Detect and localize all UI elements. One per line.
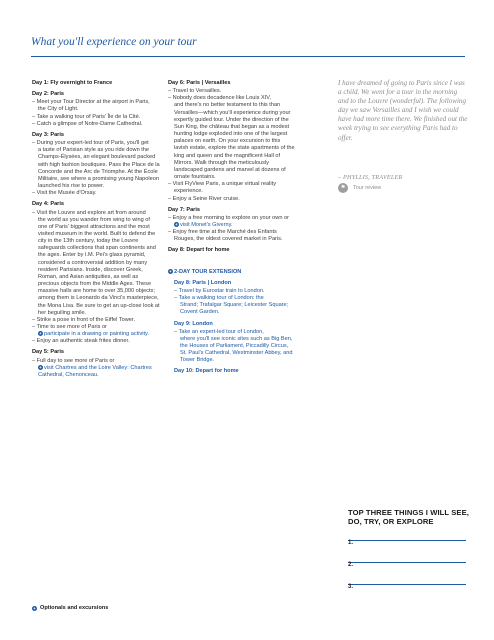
line-continuation: where you'll see iconic sites such as Big Ben, the Houses of Parliament, Piccadilly Circus, St. Paul's Cathedral, Westminster Abbey, and Tower Bridge. [180,335,293,364]
itinerary-line [168,88,296,95]
page-heading: What you'll experience on your tour [31,36,197,48]
blank-number: 1. [348,540,354,546]
itinerary-line [32,190,160,197]
day-block [32,201,160,345]
line-continuation: experience. [174,188,203,195]
line-continuation: and there's no better testament to this than Versailles—which you'll experience during your expertly guided tour. Under the direction of the Sun King, the château that began as a modest hunting lodge exploded into one of the largest palaces on earth. On your excursion to this lavish estate, explore the state apartments of the king and queen and the magnificent Hall of Mirrors. Walk through the meticulously landscaped gardens and marvel at dozens of ornate fountains. [174,102,295,181]
line-text: – Enjoy a Seine River cruise. [168,195,240,202]
itinerary-line [32,114,160,121]
itinerary-line [168,229,296,243]
line-continuation: a taste of Parisian style as you ride down the Champs-Élysées, an elegant boulevard packed with high fashion boutiques. Pass the Place de la Concorde and the Arc de Triomphe. At the École Militaire, see where a promising young Napoleon launched his rise to power. [38,147,160,190]
line-text: – Catch a glimpse of Notre-Dame Cathedral. [32,120,143,127]
optional-excursion[interactable] [32,331,160,338]
itinerary-line [32,358,160,379]
extension-title-text: 2-DAY TOUR EXTENSION [174,268,242,275]
itinerary-line [168,95,296,181]
line-continuation: the world as you wander from wing to wing of one of Paris' biggest attractions and the most visited museum in the world. Built to defend the city in the 13th century, today the Louvre safeguards collections that span continents and the ages. Enter by I.M. Pei's glass pyramid, considered a controversial addition by many resident Parisians. Inside, discover Greek, Roman, and Asian antiquities, as well as precious objects from the Middle Ages. These massive halls are home to over 35,000 objects; among them is Leonardo da Vinci's masterpiece, the Mona Lisa. Be sure to get an up-close look at her beguiling smile. [38,216,160,316]
itinerary-line [168,196,296,203]
line-text: – Visit the Musée d'Orsay. [32,190,97,197]
tour-review-link[interactable] [338,183,381,193]
footer-legend [32,605,108,611]
itinerary-line [174,288,296,295]
day-block [168,207,296,244]
plus-circle-icon: + [39,331,42,337]
day-block [32,349,160,379]
day-block [174,280,296,317]
line-text: – Visit FlyView Paris, a unique virtual reality [168,181,276,188]
day-block [32,80,160,87]
day-block [32,91,160,128]
traveler-quote: I have dreamed of going to Paris since I was a child. We went for a tour in the morning and to the Louvre (wonderful). The following day we saw Versailles and I wish we could have had more time there. We finished out the week trying to see everything Paris had to offer. [338,79,468,142]
itinerary-line [168,215,296,229]
line-text: – Meet your Tour Director at the airport in Paris, [32,99,150,106]
plus-circle-icon: + [33,605,36,611]
quote-attribution: – PHYLLIS, TRAVELER [338,174,403,181]
tour-review-label: Tour review [353,185,382,191]
itinerary-column-1 [32,80,160,383]
heading-rule [31,56,465,57]
line-text: – Full day to see more of Paris or [32,357,115,364]
day-title: Day 6: Paris | Versailles [168,80,231,86]
line-text: – Nobody does decadence like Louis XIV, [168,95,272,102]
itinerary-line [32,324,160,338]
top-three-blank-1[interactable] [348,531,466,546]
line-continuation: Rouges, the oldest covered market in Paris. [174,236,283,243]
itinerary-line [168,181,296,195]
line-continuation: Strand; Trafalgar Square; Leicester Square; Covent Garden. [180,302,289,316]
day-block [174,368,296,375]
plus-circle-icon: + [169,268,172,274]
line-text: – Enjoy a free morning to explore on your own or [168,214,289,221]
itinerary-line [174,295,296,316]
day-block [174,321,296,365]
itinerary-line [32,121,160,128]
day-title: Day 4: Paris [32,201,65,208]
day-title: Day 2: Paris [32,91,65,98]
line-text: – Take a walking tour of Paris' Île de la Cité. [32,113,141,120]
itinerary-line [32,99,160,113]
day-block [32,132,160,197]
blank-number: 2. [348,562,354,568]
footer-label: Optionals and excursions [40,605,109,611]
day-title: Day 1: Fly overnight to France [32,80,113,86]
itinerary-line [174,329,296,365]
optional-excursion-text: visit Monet's Giverny. [180,221,233,228]
optional-excursion[interactable] [168,222,296,229]
top-three-title: TOP THREE THINGS I WILL SEE, DO, TRY, OR EXPLORE [348,508,469,526]
line-text: – Strike a pose in front of the Eiffel Tower. [32,316,136,323]
line-text: – Take a walking tour of London: the [174,295,264,302]
line-text: – Enjoy free time at the Marché des Enfants [168,229,277,236]
day-block [168,247,296,254]
line-continuation: the City of Light. [38,106,79,113]
itinerary-line [32,210,160,317]
top-three-blank-3[interactable] [348,575,466,590]
extension-title [168,269,296,276]
itinerary-line [32,338,160,345]
line-text: – Visit the Louvre and explore art from around [32,209,146,216]
itinerary-column-2 [168,80,296,380]
line-text: – Enjoy an authentic steak frites dinner. [32,338,130,345]
day-title: Day 5: Paris [32,349,65,356]
itinerary-line [32,317,160,324]
blank-number: 3. [348,584,354,590]
line-text: – Take an expert-led tour of London, [174,328,264,335]
line-text: – During your expert-led tour of Paris, you'll get [32,140,149,147]
day-title: Day 10: Depart for home [174,368,239,375]
plus-circle-icon: + [175,221,178,227]
day-block [168,80,296,203]
day-title: Day 8: Depart for home [168,247,230,254]
optional-excursion[interactable] [32,365,160,379]
line-text: – Travel by Eurostar train to London. [174,287,265,294]
day-title: Day 9: London [174,320,213,327]
day-title: Day 7: Paris [168,206,201,213]
line-text: – Travel to Versailles. [168,88,222,95]
line-text: – Time to see more of Paris or [32,324,107,330]
top-three-blank-2[interactable] [348,553,466,568]
day-title: Day 8: Paris | London [174,279,232,286]
quote-icon: ❝ [338,183,348,193]
optional-excursion-text: participate in a drawing or painting activity. [44,331,149,338]
extension-block [168,280,296,376]
optional-excursion-text: visit Chartres and the Loire Valley: Chartres Cathedral, Chenonceau. [38,364,152,378]
plus-circle-icon: + [39,364,42,370]
itinerary-line [32,140,160,190]
day-title: Day 3: Paris [32,131,65,138]
